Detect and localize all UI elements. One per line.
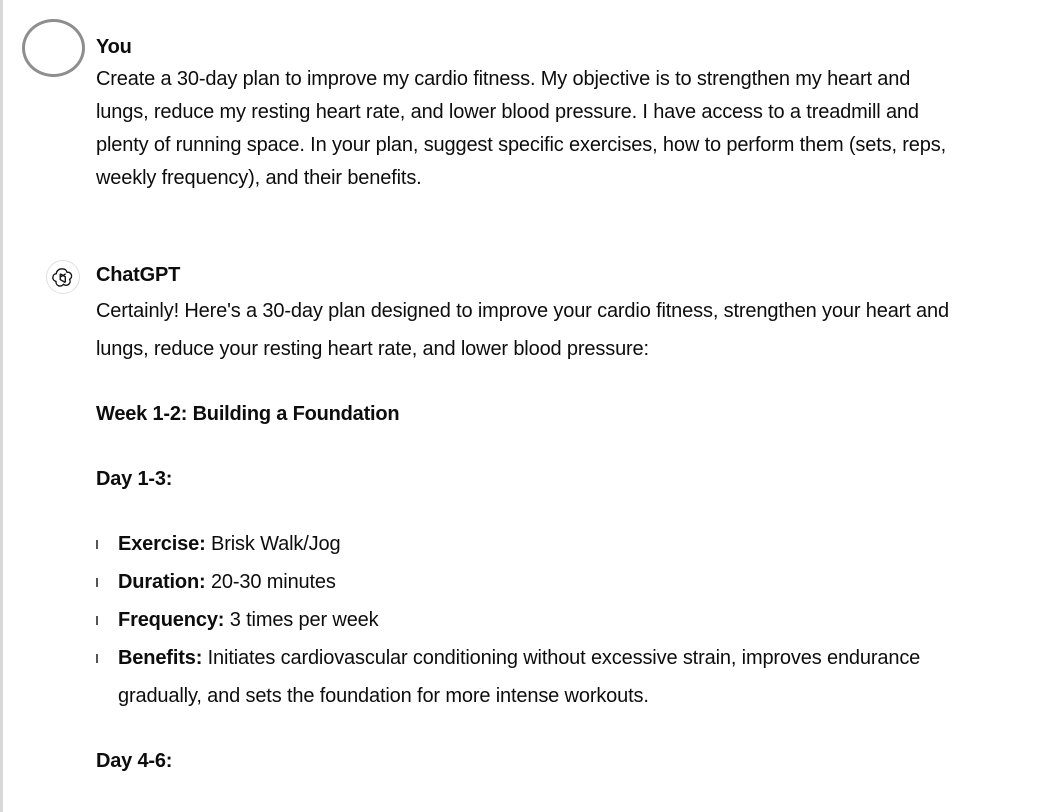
assistant-intro-line: Certainly! Here's a 30-day plan designed to improve your cardio fitness, strengthen your heart and bbox=[96, 300, 949, 322]
day-1-3-heading: Day 1-3: bbox=[96, 468, 173, 490]
item-value: 3 times per week bbox=[229, 609, 379, 631]
item-label: Exercise: bbox=[118, 533, 206, 555]
user-author-name: You bbox=[96, 36, 132, 58]
user-message bbox=[0, 0, 1062, 210]
item-value: Brisk Walk/Jog bbox=[211, 533, 341, 555]
day-1-3-list bbox=[96, 525, 1046, 715]
list-item bbox=[96, 525, 1046, 563]
user-message-line: weekly frequency), and their benefits. bbox=[96, 167, 422, 189]
openai-logo-icon bbox=[52, 266, 74, 288]
list-item bbox=[96, 601, 1046, 639]
user-message-line: lungs, reduce my resting heart rate, and lower blood pressure. I have access to a treadmill and bbox=[96, 101, 919, 123]
item-value: 20-30 minutes bbox=[210, 571, 336, 593]
user-avatar bbox=[22, 19, 85, 77]
week-heading: Week 1-2: Building a Foundation bbox=[96, 403, 400, 425]
assistant-intro-line: lungs, reduce your resting heart rate, and lower blood pressure: bbox=[96, 338, 649, 360]
list-item bbox=[96, 563, 1046, 601]
assistant-intro-text bbox=[96, 292, 1046, 368]
item-label: Frequency: bbox=[118, 609, 225, 631]
user-message-line: plenty of running space. In your plan, suggest specific exercises, how to perform them (sets, reps, bbox=[96, 134, 947, 156]
list-item bbox=[96, 639, 1046, 715]
bullet-icon bbox=[96, 540, 98, 549]
user-message-text bbox=[96, 63, 1046, 195]
day-4-6-heading: Day 4-6: bbox=[96, 750, 173, 772]
assistant-message bbox=[0, 250, 1062, 812]
user-message-line: Create a 30-day plan to improve my cardio fitness. My objective is to strengthen my heart and bbox=[96, 68, 911, 90]
assistant-author-name: ChatGPT bbox=[96, 264, 181, 286]
item-continuation: gradually, and sets the foundation for more intense workouts. bbox=[118, 685, 649, 707]
item-value: Initiates cardiovascular conditioning without excessive strain, improves endurance bbox=[207, 647, 921, 669]
assistant-avatar bbox=[46, 260, 80, 294]
item-label: Benefits: bbox=[118, 647, 203, 669]
bullet-icon bbox=[96, 616, 98, 625]
bullet-icon bbox=[96, 654, 98, 663]
item-label: Duration: bbox=[118, 571, 206, 593]
bullet-icon bbox=[96, 578, 98, 587]
